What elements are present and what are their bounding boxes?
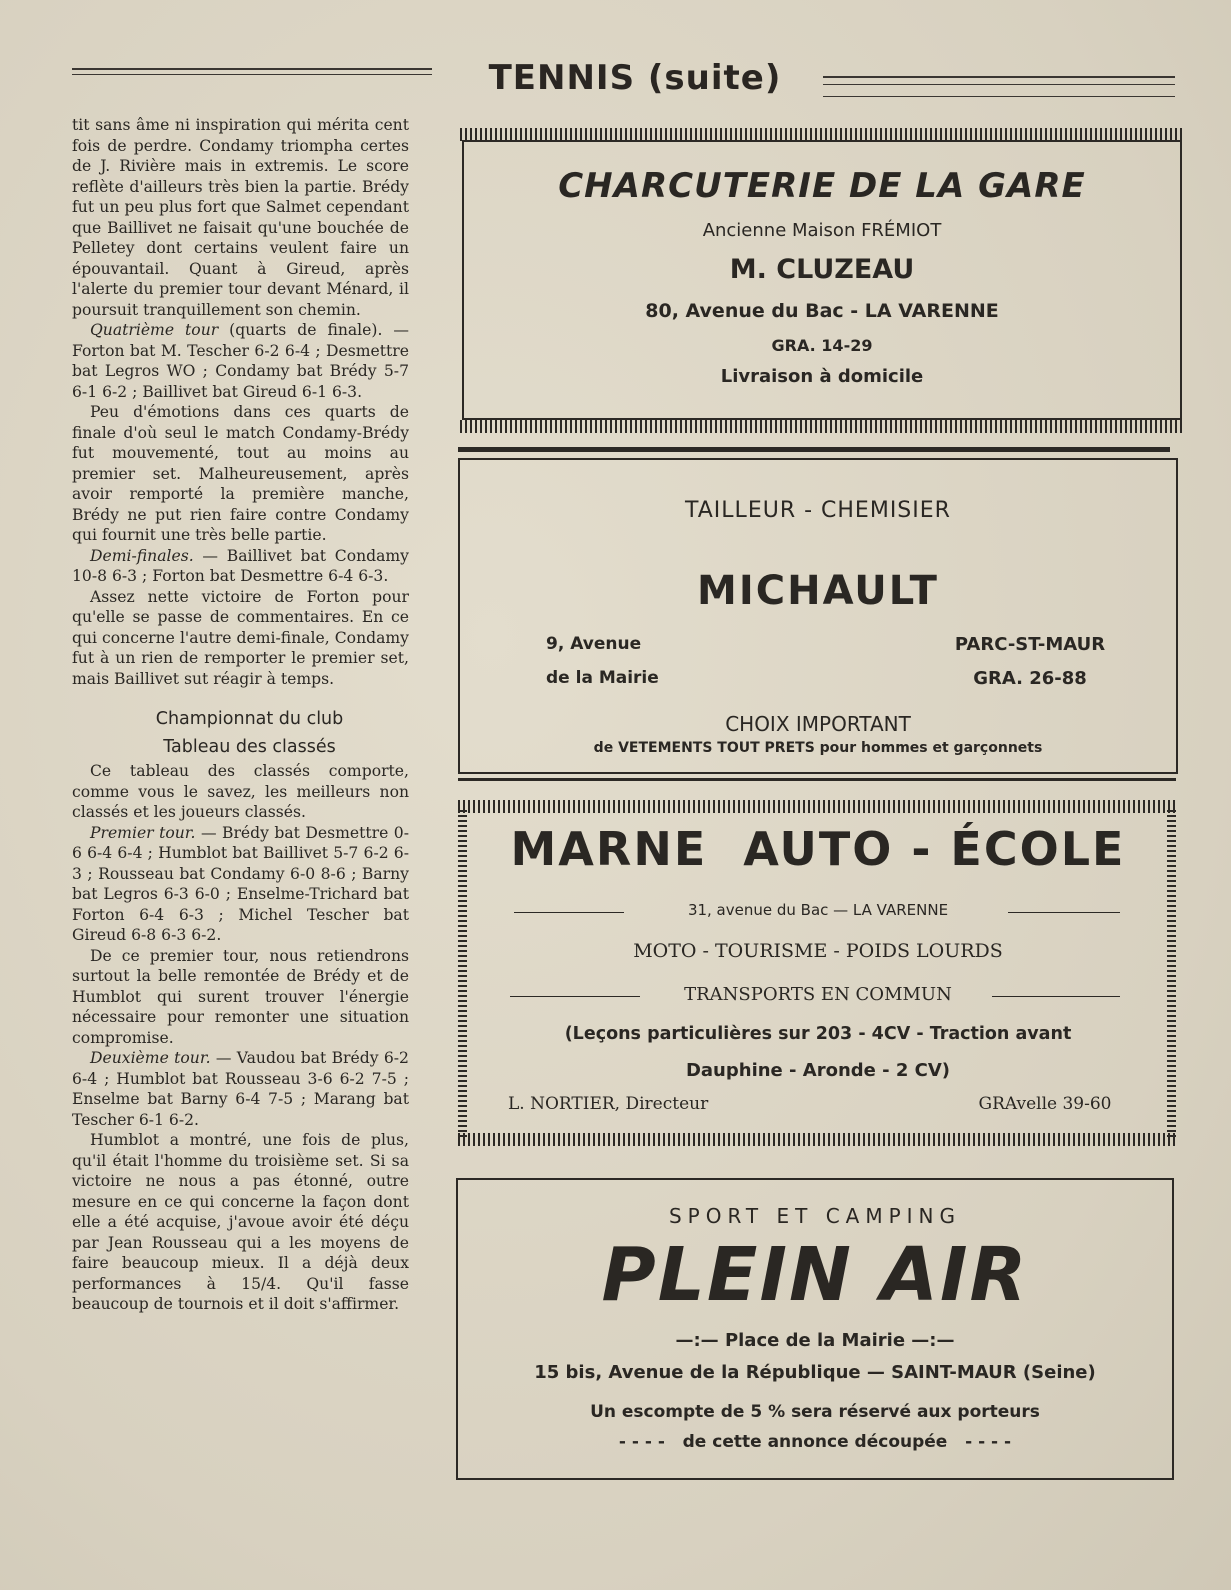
ad2-trade: TAILLEUR - CHEMISIER xyxy=(685,498,951,523)
ad2-name: MICHAULT xyxy=(697,568,939,614)
ad4-discount2: - - - - de cette annonce découpée - - - - xyxy=(618,1432,1012,1452)
ad2-phone: GRA. 26-88 xyxy=(973,668,1087,689)
round-label: Deuxième tour. xyxy=(90,1049,211,1067)
ad1-former: Ancienne Maison FRÉMIOT xyxy=(702,220,942,241)
section-subheading: Tableau des classés xyxy=(163,737,336,757)
ad4-address: 15 bis, Avenue de la République — SAINT-MAUR (Seine) xyxy=(534,1362,1096,1383)
ad3-lessons: (Leçons particulières sur 203 - 4CV - Traction avant xyxy=(564,1024,1072,1044)
ad4-place: —:— Place de la Mairie —:— xyxy=(675,1330,955,1351)
ad2-bottom-rule xyxy=(458,778,1176,781)
ad2-addr2: de la Mairie xyxy=(546,668,659,688)
header-rule-right-top xyxy=(823,76,1175,78)
ad-auto-ecole xyxy=(470,812,1166,1130)
article-paragraph xyxy=(72,320,409,402)
ad1-address: 80, Avenue du Bac - LA VARENNE xyxy=(645,300,999,322)
article-paragraph: Peu d'émotions dans ces quarts de finale d'où seul le match Condamy-Brédy fut mouvementé, tout au moins au premier set. Malheureusement, après avoir remporté la première manche, Brédy ne put rien faire contre Condamy qui fournit une très belle partie. xyxy=(72,403,409,544)
round-label: Demi-finales. xyxy=(90,546,194,565)
article-column xyxy=(72,115,409,1315)
ad-plein-air xyxy=(456,1178,1174,1480)
ad1-name: CHARCUTERIE DE LA GARE xyxy=(558,166,1086,206)
round-results: — Baillivet bat Condamy 10-8 6-3 ; Forton bat Desmettre 6-4 6-3. xyxy=(72,546,409,585)
ad3-lessons2: Dauphine - Aronde - 2 CV) xyxy=(685,1060,951,1081)
ad3-left-border xyxy=(458,810,467,1140)
round-results: — Vaudou bat Brédy 6-2 6-4 ; Humblot bat Rousseau 3-6 6-2 7-5 ; Enselme bat Barny 6-4 7-5 ; Marang bat Tescher 6-1 6-2. xyxy=(72,1049,409,1129)
ad3-address: 31, avenue du Bac — LA VARENNE xyxy=(687,901,949,919)
ad2-choice2: de VETEMENTS TOUT PRETS pour hommes et garçonnets xyxy=(593,740,1043,756)
ad2-top-rule xyxy=(458,447,1170,452)
ad1-owner: M. CLUZEAU xyxy=(729,254,915,285)
article-paragraph: De ce premier tour, nous retiendrons surtout la belle remontée de Brédy et de Humblot qui surent trouver l'énergie nécessaire pour remonter une situation compromise. xyxy=(72,946,409,1047)
round-label: Premier tour. xyxy=(90,823,196,842)
ad3-director: L. NORTIER, Directeur xyxy=(508,1094,709,1114)
ad4-discount: Un escompte de 5 % sera réservé aux porteurs xyxy=(590,1402,1040,1422)
article-paragraph: tit sans âme ni inspiration qui mérita cent fois de perdre. Condamy triompha certes de J. Rivière mais in extremis. Le score reflète d'ailleurs très bien la partie. Brédy fut un peu plus fort que Salmet cependant que Baillivet ne faisait qu'une bouchée de Pelletey dont certains veulent faire un épouvantail. Quant à Gireud, après l'alerte du premier tour devant Ménard, il poursuit tranquillement son chemin. xyxy=(72,116,409,319)
page-title: TENNIS (suite) xyxy=(488,58,782,98)
ad2-town: PARC-ST-MAUR xyxy=(954,634,1106,655)
ad4-name: PLEIN AIR xyxy=(601,1232,1029,1318)
round-results: — Brédy bat Desmettre 0-6 6-4 6-4 ; Humblot bat Baillivet 5-7 6-2 6-3 ; Rousseau bat Condamy 6-0 8-6 ; Barny bat Legros 6-3 6-0 ; Enselme-Trichard bat Forton 6-4 6-3 ; Michel Tescher bat Gireud 6-8 6-3 6-2. xyxy=(72,823,409,944)
article-paragraph xyxy=(72,823,409,946)
ad3-phone: GRAvelle 39-60 xyxy=(978,1094,1112,1114)
ad3-right-border xyxy=(1167,810,1176,1140)
section-heading: Championnat du club xyxy=(155,709,344,729)
round-results: (quarts de finale). — Forton bat M. Tescher 6-2 6-4 ; Desmettre bat Legros WO ; Condamy bat Brédy 5-7 6-1 6-2 ; Baillivet bat Gireud 6-1 6-3. xyxy=(72,321,409,401)
ad3-rule-right xyxy=(1008,912,1120,913)
header-rule-left-bottom xyxy=(72,74,432,75)
ad1-bottom-border xyxy=(460,420,1182,433)
ad2-choice: CHOIX IMPORTANT xyxy=(725,712,911,736)
ad-charcuterie xyxy=(462,140,1182,420)
header-rule-left-top xyxy=(72,68,432,70)
ad1-delivery: Livraison à domicile xyxy=(720,366,924,387)
round-label: Quatrième tour xyxy=(90,321,219,339)
article-paragraph: Humblot a montré, une fois de plus, qu'il était l'homme du troisième set. Si sa victoire ne nous a pas étonné, outre mesure en ce qui concerne la façon dont elle a été acquise, j'avoue avoir été déçu par Jean Rousseau qui a les moyens de faire beaucoup mieux. Il a déjà deux performances à 15/4. Qu'il fasse beaucoup de tournois et il doit s'affirmer. xyxy=(72,1131,409,1313)
article-paragraph: Assez nette victoire de Forton pour qu'elle se passe de commentaires. En ce qui concerne l'autre demi-finale, Condamy fut à un rien de remporter le premier set, mais Baillivet sut réagir à temps. xyxy=(72,587,409,688)
article-paragraph xyxy=(72,546,409,587)
ad-michault xyxy=(458,458,1178,774)
ad3-name: MARNE AUTO - ÉCOLE xyxy=(510,822,1126,876)
article-paragraph xyxy=(72,1048,409,1130)
ad1-phone: GRA. 14-29 xyxy=(771,336,873,355)
article-paragraph: Ce tableau des classés comporte, comme vous le savez, les meilleurs non classés et les joueurs classés. xyxy=(72,762,409,821)
header-rule-right-bottom xyxy=(823,84,1175,85)
ad3-bottom-border xyxy=(458,1133,1176,1146)
ad2-addr1: 9, Avenue xyxy=(546,634,642,654)
header-rule-right-third xyxy=(823,96,1175,97)
ad4-tagline: SPORT ET CAMPING xyxy=(668,1204,962,1228)
ad3-rule-right2 xyxy=(992,996,1120,997)
ad3-categories: MOTO - TOURISME - POIDS LOURDS xyxy=(633,940,1003,962)
ad3-transport: TRANSPORTS EN COMMUN xyxy=(684,984,952,1005)
